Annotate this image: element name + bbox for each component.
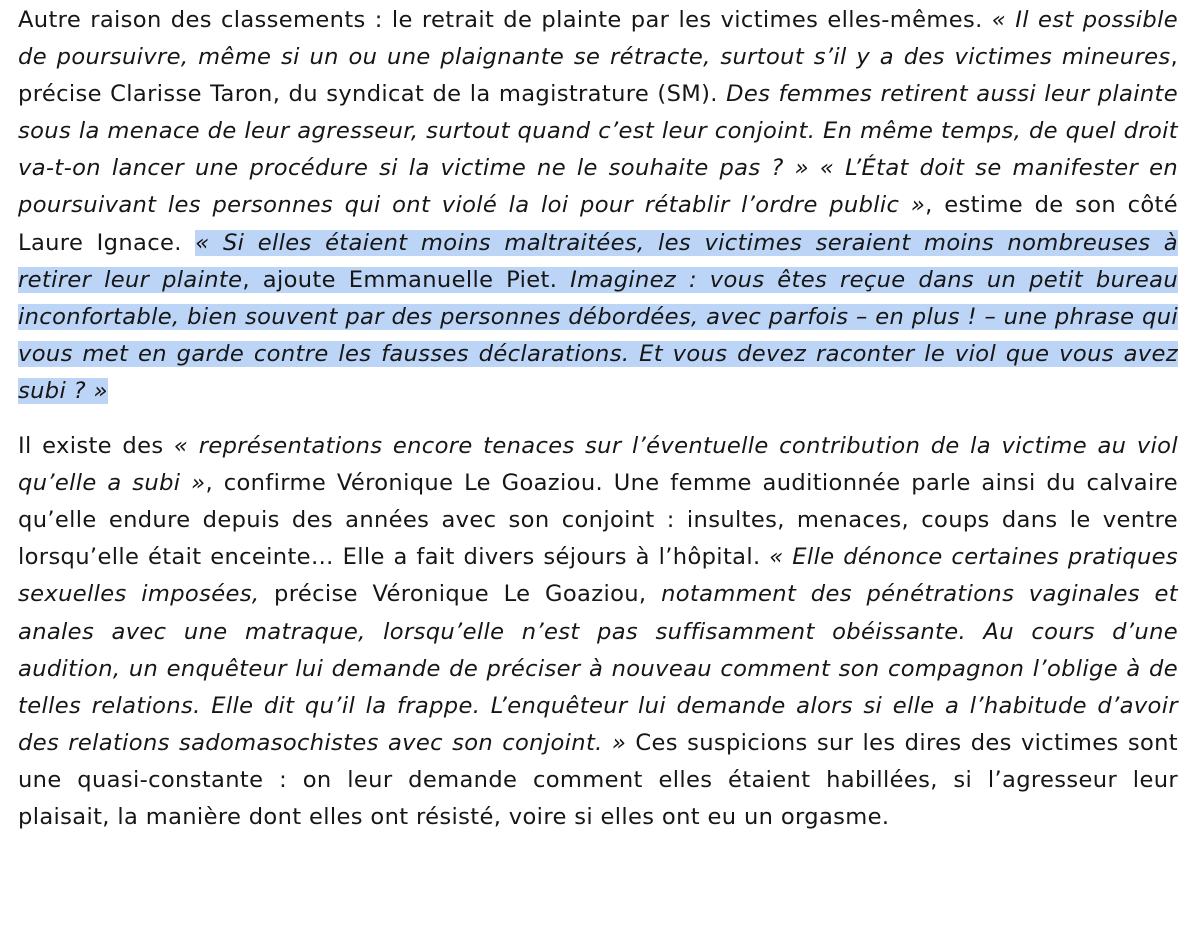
quote-span: « représentations encore tenaces sur l’éventuelle contribution de la victime au viol qu’elle a subi » bbox=[18, 433, 1178, 497]
article-body bbox=[18, 2, 1178, 836]
paragraph-2 bbox=[18, 428, 1178, 836]
text-span: Il existe des bbox=[18, 433, 174, 460]
quote-span: Des femmes retirent aussi leur plainte sous la menace de leur agresseur, surtout quand c’est leur conjoint. En même temps, de quel droit va-t-on lancer une procédure si la victime ne le souhaite pas ? » « L’État doit se manifester en poursuivant les personnes qui ont violé la loi pour rétablir l’ordre public » bbox=[18, 81, 1179, 219]
text-span: , confirme Véronique Le Goaziou. Une femme auditionnée parle ainsi du calvaire qu’elle endure depuis des années avec son conjoint : insultes, menaces, coups dans le ventre lorsqu’elle était enceinte… Elle a fait divers séjours à l’hôpital. bbox=[18, 470, 1178, 571]
text-span: , précise Clarisse Taron, du syndicat de la magistrature (SM). bbox=[18, 44, 1178, 108]
quote-span: notamment des pénétrations vaginales et anales avec une matraque, lorsqu’elle n’est pas suffisamment obéissante. Au cours d’une audition, un enquêteur lui demande de préciser à nouveau comment son compagnon l’oblige à de telles relations. Elle dit qu’il la frappe. L’enquêteur lui demande alors si elle a l’habitude d’avoir des relations sadomasochistes avec son conjoint. » bbox=[18, 581, 1178, 756]
quote-span: « Elle dénonce certaines pratiques sexuelles imposées, bbox=[18, 544, 1179, 608]
quote-span[interactable]: Imaginez : vous êtes reçue dans un petit bureau inconfortable, bien souvent par des personnes débordées, avec parfois – en plus ! – une phrase qui vous met en garde contre les fausses déclarations. Et vous devez raconter le viol que vous avez subi ? » bbox=[18, 266, 1179, 404]
text-span: Ces suspicions sur les dires des victimes sont une quasi-constante : on leur demande comment elles étaient habillées, si l’agresseur leur plaisait, la manière dont elles ont résisté, voire si elles ont eu un orgasme. bbox=[18, 729, 1178, 830]
text-span: , estime de son côté Laure Ignace. bbox=[18, 192, 1178, 256]
text-span[interactable]: , ajoute Emmanuelle Piet. bbox=[242, 266, 571, 293]
text-span: précise Véronique Le Goaziou, bbox=[259, 581, 662, 608]
quote-span[interactable]: « Si elles étaient moins maltraitées, les victimes seraient moins nombreuses à retirer leur plainte bbox=[18, 229, 1178, 293]
text-span: Autre raison des classements : le retrait de plainte par les victimes elles-mêmes. bbox=[18, 7, 992, 33]
paragraph-1 bbox=[18, 2, 1178, 410]
quote-span: « Il est possible de poursuivre, même si un ou une plaignante se rétracte, surtout s’il y a des victimes mineures bbox=[18, 7, 1178, 71]
